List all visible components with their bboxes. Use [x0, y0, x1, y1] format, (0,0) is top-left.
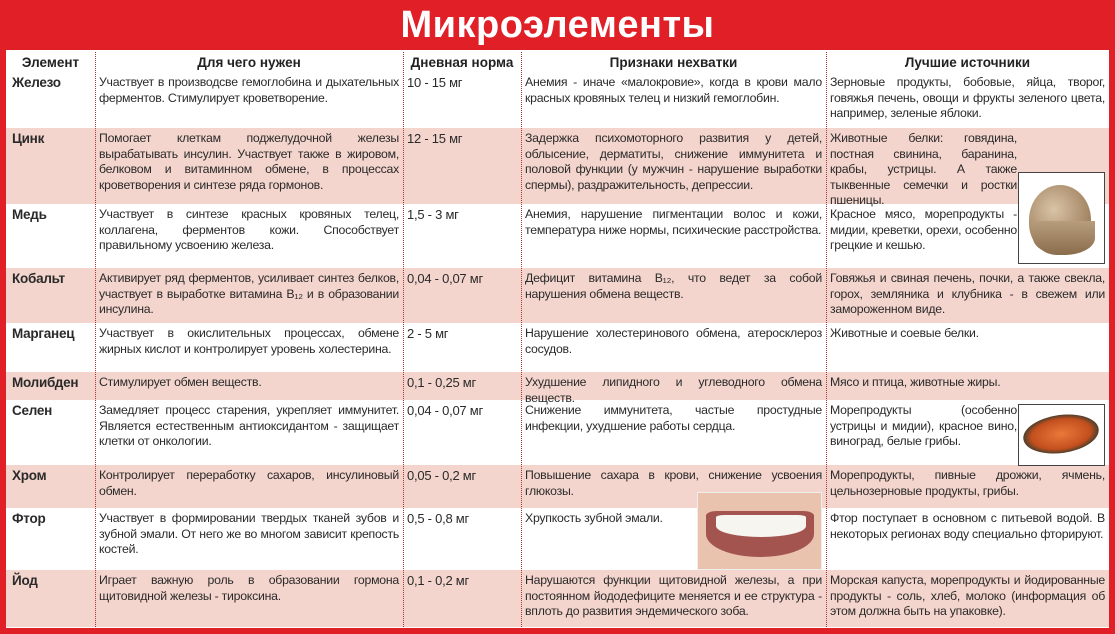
purpose-text: Активирует ряд ферментов, усиливает синтез белков, участвует в выработке витамина B₁₂ и в образовании инсулина. — [99, 271, 399, 316]
smile-image — [697, 492, 822, 570]
deficiency-signs: Нарушаются функции щитовидной железы, а при постоянном йододефиците меняется и ее структура - вплоть до развития эндемического зоба. — [525, 573, 822, 618]
best-sources: Животные и соевые белки. — [830, 326, 979, 340]
element-name: Кобальт — [12, 271, 65, 286]
element-name: Молибден — [12, 375, 79, 390]
best-sources: Красное мясо, морепродукты - мидии, креветки, орехи, особенно грецкие и кешью. — [830, 207, 1017, 252]
table-row — [6, 268, 1109, 323]
table-row — [6, 128, 1109, 207]
element-name: Йод — [12, 573, 38, 588]
best-sources: Зерновые продукты, бобовые, яйца, творог, говяжья печень, овощи и фрукты зеленого цвета, например, зеленые яблоки. — [830, 75, 1105, 120]
element-name: Хром — [12, 468, 47, 483]
element-name: Селен — [12, 403, 53, 418]
purpose-text: Замедляет процесс старения, укрепляет иммунитет. Является естественным антиоксидантом - защищает клетки от онкологии. — [99, 403, 399, 448]
best-sources: Морепродукты, пивные дрожжи, ячмень, цельнозерновые продукты, грибы. — [830, 468, 1105, 498]
element-name: Железо — [12, 75, 61, 90]
best-sources: Морепродукты (особенно устрицы и мидии), красное вино, виноград, белые грибы. — [830, 403, 1017, 448]
best-sources: Говяжья и свиная печень, почки, а также свекла, горох, земляника и клубника - в свежем или замороженном виде. — [830, 271, 1105, 316]
element-name: Марганец — [12, 326, 75, 341]
purpose-text: Стимулирует обмен веществ. — [99, 375, 262, 389]
table-row — [6, 465, 1109, 508]
table-row — [6, 204, 1109, 268]
table-row — [6, 72, 1109, 128]
header-purpose: Для чего нужен — [197, 54, 301, 70]
table-row — [6, 570, 1109, 627]
column-divider — [95, 52, 96, 627]
header-sources: Лучшие источники — [904, 54, 1031, 70]
element-name: Медь — [12, 207, 47, 222]
header-element: Элемент — [21, 54, 80, 70]
purpose-text: Участвует в формировании твердых тканей зубов и зубной эмали. От него же во многом зависит крепость костей. — [99, 511, 399, 556]
header-deficiency: Признаки нехватки — [609, 54, 738, 70]
deficiency-signs: Анемия - иначе «малокровие», когда в крови мало красных кровяных телец и низкий гемоглобин. — [525, 75, 822, 105]
header-norm: Дневная норма — [410, 54, 514, 70]
deficiency-signs: Анемия, нарушение пигментации волос и кожи, температура ниже нормы, психические расстройства. — [525, 207, 822, 237]
column-divider — [521, 52, 522, 627]
daily-norm: 0,5 - 0,8 мг — [407, 511, 469, 526]
deficiency-signs: Задержка психомоторного развития у детей, облысение, дерматиты, снижение иммунитета и половой функции (у мужчин - нарушение выработки спермы), раздражительность, депрессии. — [525, 131, 822, 192]
table-row — [6, 508, 1109, 570]
mussel-image — [1018, 404, 1105, 466]
deficiency-signs: Нарушение холестеринового обмена, атеросклероз сосудов. — [525, 326, 822, 356]
purpose-text: Помогает клеткам поджелудочной железы вырабатывать инсулин. Участвует также в жировом, белковом и витаминном обмене, в процессах кроветворения и синтезе ряда гормонов. — [99, 131, 399, 192]
purpose-text: Контролирует переработку сахаров, инсулиновый обмен. — [99, 468, 399, 498]
daily-norm: 0,05 - 0,2 мг — [407, 468, 476, 483]
daily-norm: 12 - 15 мг — [407, 131, 463, 146]
deficiency-signs: Хрупкость зубной эмали. — [525, 511, 663, 525]
deficiency-signs: Ухудшение липидного и углеводного обмена веществ. — [525, 375, 822, 405]
daily-norm: 0,04 - 0,07 мг — [407, 271, 483, 286]
table-row — [6, 372, 1109, 405]
deficiency-signs: Повышение сахара в крови, снижение усвоения глюкозы. — [525, 468, 822, 498]
daily-norm: 1,5 - 3 мг — [407, 207, 459, 222]
daily-norm: 2 - 5 мг — [407, 326, 449, 341]
column-divider — [403, 52, 404, 627]
table-row — [6, 323, 1109, 372]
best-sources: Мясо и птица, животные жиры. — [830, 375, 1001, 389]
element-name: Цинк — [12, 131, 45, 146]
daily-norm: 10 - 15 мг — [407, 75, 463, 90]
deficiency-signs: Снижение иммунитета, частые простудные инфекции, ухудшение работы сердца. — [525, 403, 822, 433]
element-name: Фтор — [12, 511, 46, 526]
daily-norm: 0,1 - 0,2 мг — [407, 573, 469, 588]
purpose-text: Участвует в синтезе красных кровяных телец, коллагена, ферментов кожи. Способствует правильному усвоению железа. — [99, 207, 399, 252]
purpose-text: Участвует в окислительных процессах, обмене жирных кислот и контролирует уровень холестерина. — [99, 326, 399, 356]
deficiency-signs: Дефицит витамина B₁₂, что ведет за собой нарушения обмена веществ. — [525, 271, 822, 301]
best-sources: Животные белки: говядина, постная свинина, баранина, крабы, устрицы. А также тыквенные семечки и ростки пшеницы. — [830, 131, 1017, 207]
page-title: Микроэлементы — [400, 3, 715, 46]
purpose-text: Играет важную роль в образовании гормона щитовидной железы - тироксина. — [99, 573, 399, 603]
walnut-image — [1018, 172, 1105, 264]
table-row — [6, 400, 1109, 465]
best-sources: Морская капуста, морепродукты и йодированные продукты - соль, хлеб, молоко (информация об этом должна быть на упаковке). — [830, 573, 1105, 618]
column-divider — [826, 52, 827, 627]
daily-norm: 0,1 - 0,25 мг — [407, 375, 476, 390]
title-bar — [0, 0, 1115, 50]
best-sources: Фтор поступает в основном с питьевой водой. В некоторых регионах воду специально фторируют. — [830, 511, 1105, 541]
daily-norm: 0,04 - 0,07 мг — [407, 403, 483, 418]
purpose-text: Участвует в производсве гемоглобина и дыхательных ферментов. Стимулирует кроветворение. — [99, 75, 399, 105]
